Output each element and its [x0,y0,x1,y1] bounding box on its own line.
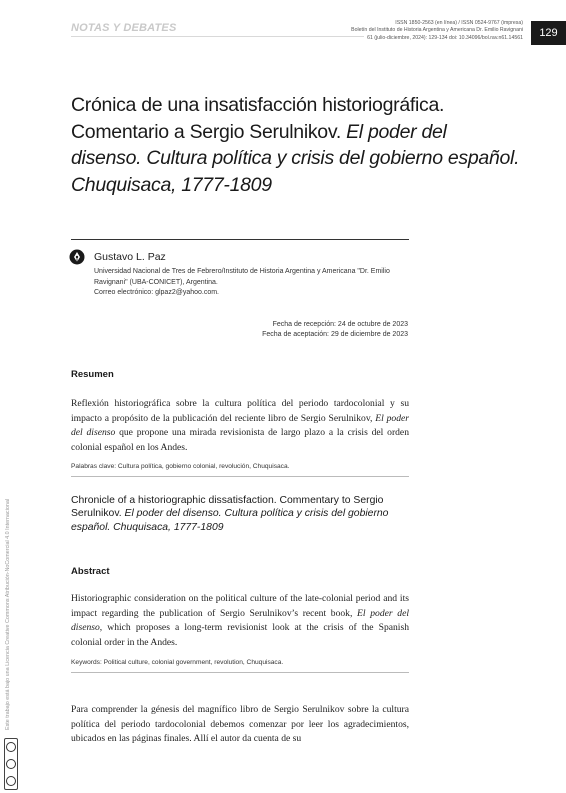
affiliation-line-2: Ravignani" (UBA-CONICET), Argentina. [94,278,218,286]
english-title-italic: El poder del disenso. Cultura política y crisis del gobierno español. Chuquisaca, 1777-1809 [71,508,389,533]
header-rule [71,36,364,37]
received-date: Fecha de recepción: 24 de octubre de 2023 [272,321,408,328]
by-icon [6,759,16,769]
resumen-text [71,397,409,455]
author-email: Correo electrónico: glpaz2@yahoo.com. [94,289,220,296]
keywords-english: Keywords: Political culture, colonial government, revolution, Chuquisaca. [71,659,284,666]
author-rule [71,239,409,240]
issn-line: ISSN 1850-2563 (en línea) / ISSN 0524-9767 (impresa) [395,20,523,26]
article-title [71,92,521,198]
abstract-text-part-2: , which proposes a long-term revisionist look at the crisis of the Spanish colonial order in the Andes. [71,622,409,648]
abstract-text-italic: El poder del disenso [71,607,409,634]
abstract-heading: Abstract [71,566,110,577]
author-affiliation [94,267,414,299]
journal-meta [351,20,523,42]
cc-icon [6,742,16,752]
affiliation-line-1: Universidad Nacional de Tres de Febrero/Instituto de Historia Argentina y Americana "Dr. Emilio [94,268,390,275]
creative-commons-icon [4,738,18,790]
resumen-heading: Resumen [71,369,114,380]
issue-line: 61 (julio-diciembre, 2024): 129-134 doi: 10.34096/bol.rav.n61.14561 [367,34,523,41]
author-name: Gustavo L. Paz [94,251,166,263]
accepted-date: Fecha de aceptación: 29 de diciembre de 2023 [262,331,408,338]
resumen-text-part-1: Reflexión historiográfica sobre la cultura política del periodo tardocolonial y su impacto a propósito de la publicación del reciente libro de Sergio Serulnikov, [71,398,409,424]
abstract-text [71,592,409,650]
resumen-text-part-2: que propone una mirada revisionista de largo plazo a la crisis del orden colonial español en los Andes. [71,427,409,453]
submission-dates [262,320,408,340]
page-number: 129 [531,21,566,45]
keywords-english-rule [71,672,409,673]
abstract-text-part-1: Historiographic consideration on the political culture of the late-colonial period and its impact regarding the publication of Sergio Serulnikov’s recent book, [71,593,409,619]
section-label: NOTAS Y DEBATES [71,22,177,34]
article-title-italic: El poder del disenso. Cultura política y crisis del gobierno español. Chuquisaca, 1777-1809 [71,120,520,196]
journal-line: Boletín del Instituto de Historia Argentina y Americana Dr. Emilio Ravignani [351,27,523,34]
keywords-rule [71,476,409,477]
nc-icon [6,776,16,786]
article-title-plain: Crónica de una insatisfacción historiográfica. Comentario a Sergio Serulnikov. [71,94,445,143]
palabras-clave: Palabras clave: Cultura política, gobierno colonial, revolución, Chuquisaca. [71,463,290,470]
english-title-plain: Chronicle of a historiographic dissatisfaction. Commentary to Sergio Serulnikov. [71,495,384,520]
resumen-text-italic: El poder del disenso [71,412,409,439]
body-paragraph: Para comprender la génesis del magnífico libro de Sergio Serulnikov sobre la cultura política del periodo tardocolonial debemos comenzar por leer los agradecimientos, ubicados en las páginas finales. Allí el autor da cuenta de su [71,704,409,745]
english-title [71,494,411,534]
license-text: Este trabajo está bajo una Licencia Creative Commons Atribución-NoComercial 4.0 Internacional [5,498,11,730]
fountain-pen-icon [69,249,85,265]
